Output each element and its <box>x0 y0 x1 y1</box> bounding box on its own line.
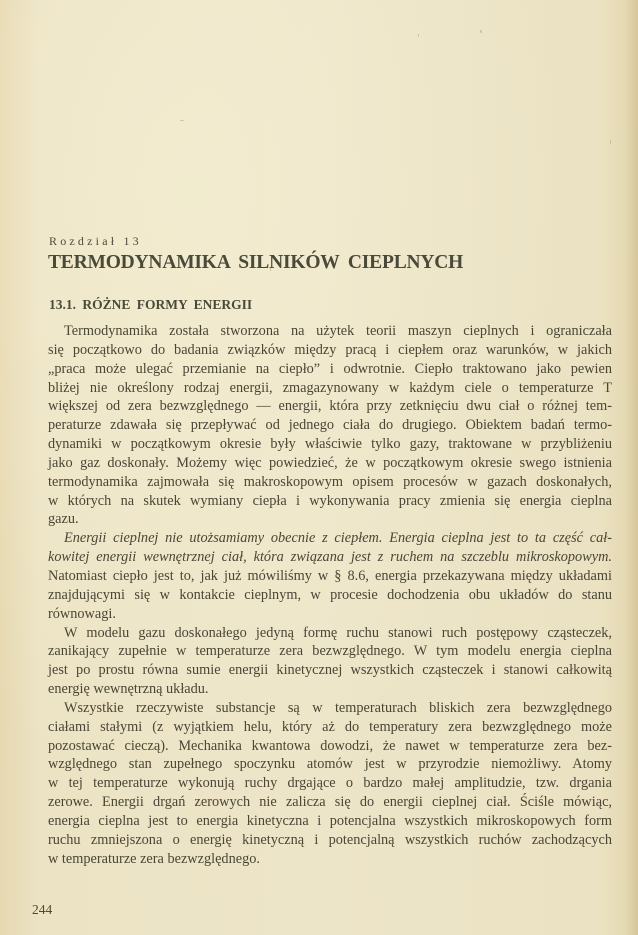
text-line: znajdującymi się w kontakcie cieplnym, w procesie dochodzenia obu układów do stanu <box>48 586 612 603</box>
chapter-title: TERMODYNAMIKA SILNIKÓW CIEPLNYCH <box>48 252 464 273</box>
text-line: Wszystkie rzeczywiste substancje są w temperaturach bliskich zera bezwzględnego <box>64 699 612 716</box>
text-line: peraturze zdawała się przepływać od jednego ciała do drugiego. Obiektem badań termo- <box>48 417 612 434</box>
text-line: zerowe. Energii drgań zerowych nie zalicza się do energii cieplnej ciał. Ściśle mówiąc, <box>48 794 612 811</box>
text-line: energię wewnętrzną układu. <box>48 681 209 698</box>
text-line: W modelu gazu doskonałego jedyną formę ruchu stanowi ruch postępowy cząsteczek, <box>64 624 612 641</box>
text-line: zanikający zupełnie w temperaturze zera bezwzględnego. W tym modelu energia cieplna <box>48 643 612 660</box>
text-line: w temperaturze zera bezwzględnego. <box>48 850 260 867</box>
paper-speck <box>480 30 482 33</box>
paragraph-1 <box>48 322 612 529</box>
text-line: gazu. <box>48 511 79 528</box>
text-line: ruchu zmniejszona o energię kinetyczną i potencjalną wszystkich ruchów zachodzących <box>48 831 612 848</box>
page-number: 244 <box>32 902 53 917</box>
text-line: dynamiki w początkowym okresie były właściwie tylko gazy, traktowane w przybliżeniu <box>48 436 612 453</box>
text-line: Termodynamika została stworzona na użytek teorii maszyn cieplnych i ograniczała <box>64 323 612 339</box>
text-line: w tej temperaturze wykonują ruchy drgające o bardzo małej amplitudzie, tzw. drgania <box>48 775 612 792</box>
text-line: pozostawać cieczą). Mechanika kwantowa dowodzi, że nawet w temperaturze zera bez- <box>48 737 612 754</box>
text-line: się początkowo do badania związków między pracą i ciepłem oraz warunków, w jakich <box>48 341 612 358</box>
text-line: bliżej nie określony rodzaj energii, zmagazynowany w każdym ciele o temperaturze T <box>48 379 612 396</box>
italic-definition-line: kowitej energii wewnętrznej ciał, która związana jest z ruchem na szczeblu mikroskopowym. <box>48 549 612 566</box>
text-line: „praca może ulegać przemianie na ciepło” i odwrotnie. Ciepło traktowano jako pewien <box>48 360 612 377</box>
paper-speck <box>418 34 419 37</box>
paragraph-4 <box>48 699 612 869</box>
paragraph-2-definition <box>48 529 612 623</box>
paragraph-3 <box>48 624 612 699</box>
text-line: ciałami stałymi (z wyjątkiem helu, który aż do temperatury zera bezwzględnego może <box>48 718 612 735</box>
section-title: 13.1. RÓŻNE FORMY ENERGII <box>49 297 253 312</box>
paper-speck <box>610 140 611 144</box>
text-line: większej od zera bezwzględnego — energii, która przy zetknięciu dwu ciał o różnej tem- <box>48 398 612 415</box>
text-line: w których na skutek wymiany ciepła i wykonywania pracy zmienia się energia cieplna <box>48 492 612 509</box>
text-line: energia cieplna jest to energia kinetyczna i potencjalna wszystkich mikroskopowych form <box>48 812 612 829</box>
text-line: termodynamika zajmowała się makroskopowym opisem procesów w gazach doskonałych, <box>48 473 612 490</box>
paper-speck <box>180 120 184 121</box>
text-line: względnego stan zupełnego spoczynku atomów jest w przyrodzie niemożliwy. Atomy <box>48 756 612 773</box>
italic-definition-line: Energii cieplnej nie utożsamiamy obecnie z ciepłem. Energia cieplna jest to ta część cał- <box>64 530 612 547</box>
text-line: Natomiast ciepło jest to, jak już mówiliśmy w § 8.6, energia przekazywana między układami <box>48 567 612 584</box>
page-edge-shadow <box>626 0 638 935</box>
text-line: jako gaz doskonały. Możemy więc powiedzieć, że w początkowym okresie swego istnienia <box>48 454 612 471</box>
chapter-label: Rozdział 13 <box>49 234 142 248</box>
text-line: jest po prostu równa sumie energii kinetycznej wszystkich cząsteczek i stanowi całkowitą <box>48 662 612 679</box>
text-line: równowagi. <box>48 605 116 622</box>
body-text <box>48 322 612 868</box>
